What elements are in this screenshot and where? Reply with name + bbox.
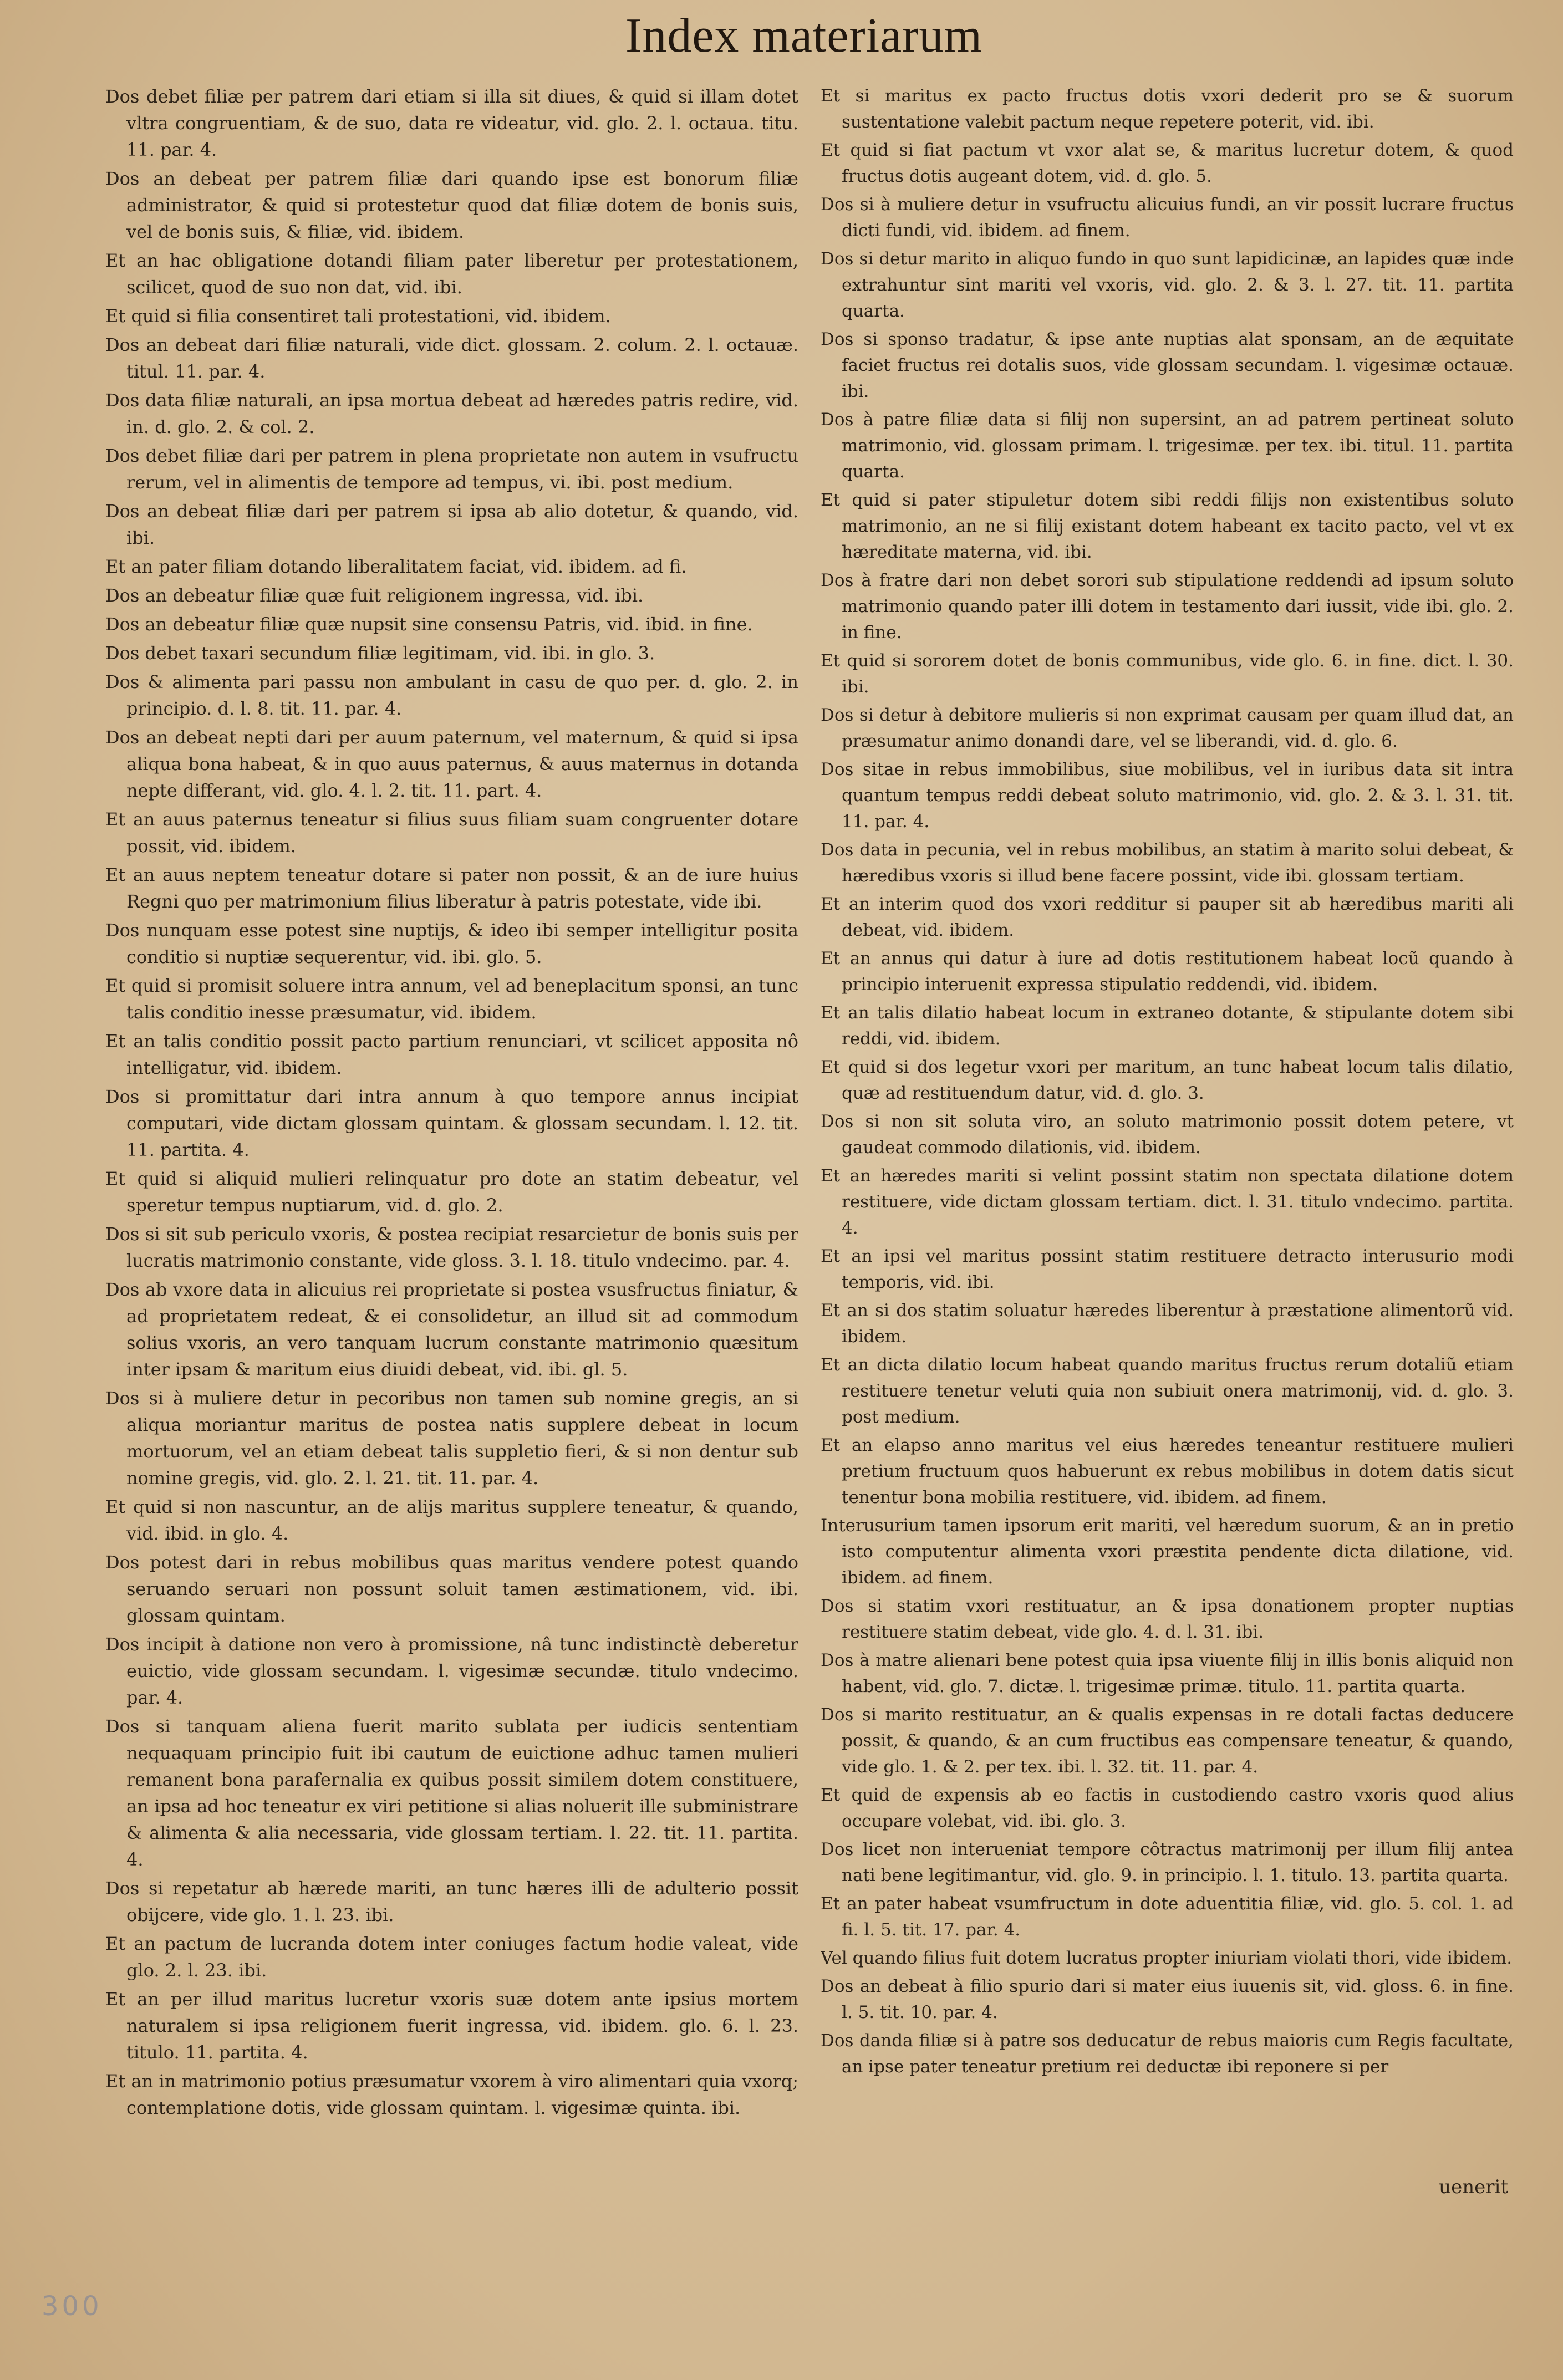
index-entry: Et quid si fiat pactum vt vxor alat se, & maritus lucretur dotem, & quod fructus dotis augeant dotem, vid. d. glo. 5. <box>821 140 1514 186</box>
index-entry: Dos an debeat filiæ dari per patrem si ipsa ab alio dotetur, & quando, vid. ibi. <box>105 501 798 548</box>
index-entry: Et quid si sororem dotet de bonis communibus, vide glo. 6. in fine. dict. l. 30. ibi. <box>821 651 1514 697</box>
index-entry: Et an si dos statim soluatur hæredes liberentur à præstatione alimentorũ vid. ibidem. <box>821 1301 1514 1347</box>
index-entry: Dos an debeat per patrem filiæ dari quando ipse est bonorum filiæ administrator, & quid si protestetur quod dat filiæ dotem de bonis suis, vel de bonis suis, & filiæ, vid. ibidem. <box>105 168 798 242</box>
index-entry: Vel quando filius fuit dotem lucratus propter iniuriam violati thori, vide ibidem. <box>821 1948 1513 1968</box>
index-entry: Dos licet non interueniat tempore côtractus matrimonij per illum filij antea nati bene legitimantur, vid. glo. 9. in principio. l. 1. titulo. 13. partita quarta. <box>821 1839 1514 1885</box>
index-entry: Dos à fratre dari non debet sorori sub stipulatione reddendi ad ipsum soluto matrimonio quando pater illi dotem in testamento dari iussit, vide ibi. glo. 2. in fine. <box>821 570 1514 643</box>
index-entry: Et an elapso anno maritus vel eius hæredes teneantur restituere mulieri pretium fructuum quos habuerunt ex rebus mobilibus in dotem datis sicut tenentur bona mobilia restituere, vid. ibidem. ad finem. <box>821 1435 1514 1507</box>
index-entry: Et an annus qui datur à iure ad dotis restitutionem habeat locũ quando à principio interuenit expressa stipulatio reddendi, vid. ibidem. <box>821 949 1514 995</box>
index-entry: Dos debet filiæ per patrem dari etiam si illa sit diues, & quid si illam dotet vltra congruentiam, & de suo, data re videatur, vid. glo. 2. l. octaua. titu. 11. par. 4. <box>105 86 798 160</box>
index-entry: Dos si detur à debitore mulieris si non exprimat causam per quam illud dat, an præsumatur animo donandi dare, vel se liberandi, vid. d. glo. 6. <box>821 705 1514 751</box>
index-entry: Dos an debeatur filiæ quæ fuit religionem ingressa, vid. ibi. <box>105 585 644 606</box>
index-entry: Et an pater filiam dotando liberalitatem faciat, vid. ibidem. ad fi. <box>105 556 687 577</box>
index-entry: Et an interim quod dos vxori redditur si pauper sit ab hæredibus mariti ali debeat, vid. ibidem. <box>821 894 1514 940</box>
left-column <box>105 83 798 2190</box>
index-entry: Dos à patre filiæ data si filij non supersint, an ad patrem pertineat soluto matrimonio, vid. glossam primam. l. trigesimæ. per tex. ibi. titul. 11. partita quarta. <box>821 410 1514 482</box>
index-entry: Dos an debeatur filiæ quæ nupsit sine consensu Patris, vid. ibid. in fine. <box>105 614 753 635</box>
index-entry: Dos si repetatur ab hærede mariti, an tunc hæres illi de adulterio possit obijcere, vide glo. 1. l. 23. ibi. <box>105 1878 798 1925</box>
index-entry: Dos si sit sub periculo vxoris, & postea recipiat resarcietur de bonis suis per lucratis matrimonio constante, vide gloss. 3. l. 18. titulo vndecimo. par. 4. <box>105 1224 798 1271</box>
index-entry: Et quid si pater stipuletur dotem sibi reddi filijs non existentibus soluto matrimonio, an ne si filij existant dotem habeant ex tacito pacto, vel vt ex hæreditate materna, vid. ibi. <box>821 490 1514 562</box>
index-entry: Dos incipit à datione non vero à promissione, nâ tunc indistinctè deberetur euictio, vide glossam secundam. l. vigesimæ secundæ. titulo vndecimo. par. 4. <box>105 1634 798 1708</box>
index-entry: Dos data in pecunia, vel in rebus mobilibus, an statim à marito solui debeat, & hæredibus vxoris si illud bene facere possint, vide ibi. glossam tertiam. <box>821 840 1514 886</box>
index-entry: Et an auus paternus teneatur si filius suus filiam suam congruenter dotare possit, vid. ibidem. <box>105 809 798 857</box>
index-entry: Dos an debeat nepti dari per auum paternum, vel maternum, & quid si ipsa aliqua bona habeat, & in quo auus paternus, & auus maternus in dotanda nepte differant, vid. glo. 4. l. 2. tit. 11. part. 4. <box>105 727 798 801</box>
index-entry: Dos si statim vxori restituatur, an & ipsa donationem propter nuptias restituere statim debeat, vide glo. 4. d. l. 31. ibi. <box>821 1596 1514 1642</box>
index-entry: Et quid si promisit soluere intra annum, vel ad beneplacitum sponsi, an tunc talis conditio inesse præsumatur, vid. ibidem. <box>105 975 798 1023</box>
index-entry: Dos data filiæ naturali, an ipsa mortua debeat ad hæredes patris redire, vid. in. d. glo. 2. & col. 2. <box>105 390 798 437</box>
index-entry: Interusurium tamen ipsorum erit mariti, vel hæredum suorum, & an in pretio isto computentur alimenta vxori præstita pendente dicta dilatione, vid. ibidem. ad finem. <box>821 1516 1514 1588</box>
index-entry: Et an in matrimonio potius præsumatur vxorem à viro alimentari quia vxorq; contemplatione dotis, vide glossam quintam. l. vigesimæ quinta. ibi. <box>105 2071 798 2118</box>
index-entry: Dos sitae in rebus immobilibus, siue mobilibus, vel in iuribus data sit intra quantum tempus reddi debeat soluto matrimonio, vid. glo. 2. & 3. l. 31. tit. 11. par. 4. <box>821 760 1514 832</box>
index-entry: Dos à matre alienari bene potest quia ipsa viuente filij in illis bonis aliquid non habent, vid. glo. 7. dictæ. l. trigesimæ primæ. titulo. 11. partita quarta. <box>821 1650 1514 1696</box>
index-entry: Dos si non sit soluta viro, an soluto matrimonio possit dotem petere, vt gaudeat commodo dilationis, vid. ibidem. <box>821 1112 1514 1158</box>
index-entry: Et an talis conditio possit pacto partium renunciari, vt scilicet apposita nô intelligatur, vid. ibidem. <box>105 1031 798 1078</box>
folio-mark: 300 <box>42 2291 103 2322</box>
index-entry: Et quid si filia consentiret tali protestationi, vid. ibidem. <box>105 305 611 327</box>
index-entry: Et an pater habeat vsumfructum in dote aduentitia filiæ, vid. glo. 5. col. 1. ad fi. l. 5. tit. 17. par. 4. <box>821 1894 1514 1940</box>
catchword: uenerit <box>1439 2176 1508 2198</box>
index-entry: Et quid si dos legetur vxori per maritum, an tunc habeat locum talis dilatio, quæ ad restituendum datur, vid. d. glo. 3. <box>821 1057 1514 1103</box>
index-entry: Dos debet filiæ dari per patrem in plena proprietate non autem in vsufructu rerum, vel in alimentis de tempore ad tempus, vi. ibi. post medium. <box>105 445 798 493</box>
index-entry: Dos nunquam esse potest sine nuptijs, & ideo ibi semper intelligitur posita conditio si nuptiæ sequerentur, vid. ibi. glo. 5. <box>105 920 798 967</box>
index-entry: Et quid si non nascuntur, an de alijs maritus supplere teneatur, & quando, vid. ibid. in glo. 4. <box>105 1496 798 1544</box>
index-entry: Dos danda filiæ si à patre sos deducatur de rebus maioris cum Regis facultate, an ipse pater teneatur pretium rei deductæ ibi reponere si per <box>821 2031 1514 2077</box>
index-entry: Et quid de expensis ab eo factis in custodiendo castro vxoris quod alius occupare volebat, vid. ibi. glo. 3. <box>821 1785 1514 1831</box>
index-entry: Dos si à muliere detur in vsufructu alicuius fundi, an vir possit lucrare fructus dicti fundi, vid. ibidem. ad finem. <box>821 195 1514 241</box>
index-entry: Dos & alimenta pari passu non ambulant in casu de quo per. d. glo. 2. in principio. d. l. 8. tit. 11. par. 4. <box>105 671 798 719</box>
index-entry: Dos si tanquam aliena fuerit marito sublata per iudicis sententiam nequaquam principio fuit ibi cautum de euictione adhuc tamen mulieri remanent bona parafernalia ex quibus possit similem dotem constituere, an ipsa ad hoc teneatur ex viri petitione si alias noluerit ille subministrare & alimenta & alia necessaria, vide glossam tertiam. l. 22. tit. 11. partita. 4. <box>105 1716 798 1870</box>
index-entry: Dos an debeat à filio spurio dari si mater eius iuuenis sit, vid. gloss. 6. in fine. l. 5. tit. 10. par. 4. <box>821 1976 1514 2022</box>
index-entry: Et an pactum de lucranda dotem inter coniuges factum hodie valeat, vide glo. 2. l. 23. ibi. <box>105 1933 798 1981</box>
index-entry: Dos potest dari in rebus mobilibus quas maritus vendere potest quando seruando seruari non possunt soluit tamen æstimationem, vid. ibi. glossam quintam. <box>105 1552 798 1626</box>
page-title: Index materiarum <box>625 9 982 63</box>
index-entry: Dos si à muliere detur in pecoribus non tamen sub nomine gregis, an si aliqua moriantur maritus de postea natis supplere debeat in locum mortuorum, vel an etiam debeat talis suppletio fieri, & si non dentur sub nomine gregis, vid. glo. 2. l. 21. tit. 11. par. 4. <box>105 1388 798 1489</box>
index-entry: Et an dicta dilatio locum habeat quando maritus fructus rerum dotaliũ etiam restituere tenetur veluti quia non subiuit onera matrimonij, vid. d. glo. 3. post medium. <box>821 1355 1514 1427</box>
index-entry: Et an hæredes mariti si velint possint statim non spectata dilatione dotem restituere, vide dictam glossam tertiam. dict. l. 31. titulo vndecimo. partita. 4. <box>821 1166 1514 1238</box>
index-entry: Et an talis dilatio habeat locum in extraneo dotante, & stipulante dotem sibi reddi, vid. ibidem. <box>821 1003 1514 1049</box>
index-entry: Et an auus neptem teneatur dotare si pater non possit, & an de iure huius Regni quo per matrimonium filius liberatur à patris potestate, vide ibi. <box>105 864 798 912</box>
index-entry: Dos si detur marito in aliquo fundo in quo sunt lapidicinæ, an lapides quæ inde extrahuntur sint mariti vel vxoris, vid. glo. 2. & 3. l. 27. tit. 11. partita quarta. <box>821 249 1514 321</box>
index-entry: Et an hac obligatione dotandi filiam pater liberetur per protestationem, scilicet, quod de suo non dat, vid. ibi. <box>105 250 798 298</box>
index-entry: Et an per illud maritus lucretur vxoris suæ dotem ante ipsius mortem naturalem si ipsa religionem fuerit ingressa, vid. ibidem. glo. 6. l. 23. titulo. 11. partita. 4. <box>105 1989 798 2063</box>
index-entry: Dos ab vxore data in alicuius rei proprietate si postea vsusfructus finiatur, & ad proprietatem redeat, & ei consolidetur, an illud sit ad commodum solius vxoris, an vero tanquam lucrum constante matrimonio quæsitum inter ipsam & maritum eius diuidi debeat, vid. ibi. gl. 5. <box>105 1279 798 1380</box>
index-entry: Et an ipsi vel maritus possint statim restituere detracto interusurio modi temporis, vid. ibi. <box>821 1246 1514 1292</box>
index-entry: Et si maritus ex pacto fructus dotis vxori dederit pro se & suorum sustentatione valebit pactum neque repetere poterit, vid. ibi. <box>821 86 1514 132</box>
index-entry: Dos si promittatur dari intra annum à quo tempore annus incipiat computari, vide dictam glossam quintam. & glossam secundam. l. 12. tit. 11. partita. 4. <box>105 1086 798 1160</box>
index-entry: Dos si sponso tradatur, & ipse ante nuptias alat sponsam, an de æquitate faciet fructus rei dotalis suos, vide glossam secundam. l. vigesimæ octauæ. ibi. <box>821 329 1514 401</box>
index-entry: Et quid si aliquid mulieri relinquatur pro dote an statim debeatur, vel speretur tempus nuptiarum, vid. d. glo. 2. <box>105 1168 798 1216</box>
index-entry: Dos debet taxari secundum filiæ legitimam, vid. ibi. in glo. 3. <box>105 643 655 664</box>
index-entry: Dos si marito restituatur, an & qualis expensas in re dotali factas deducere possit, & quando, & an cum fructibus eas compensare teneatur, & quando, vide glo. 1. & 2. per tex. ibi. l. 32. tit. 11. par. 4. <box>821 1705 1514 1777</box>
index-entry: Dos an debeat dari filiæ naturali, vide dict. glossam. 2. colum. 2. l. octauæ. titul. 11. par. 4. <box>105 334 798 382</box>
right-column <box>821 83 1514 2190</box>
